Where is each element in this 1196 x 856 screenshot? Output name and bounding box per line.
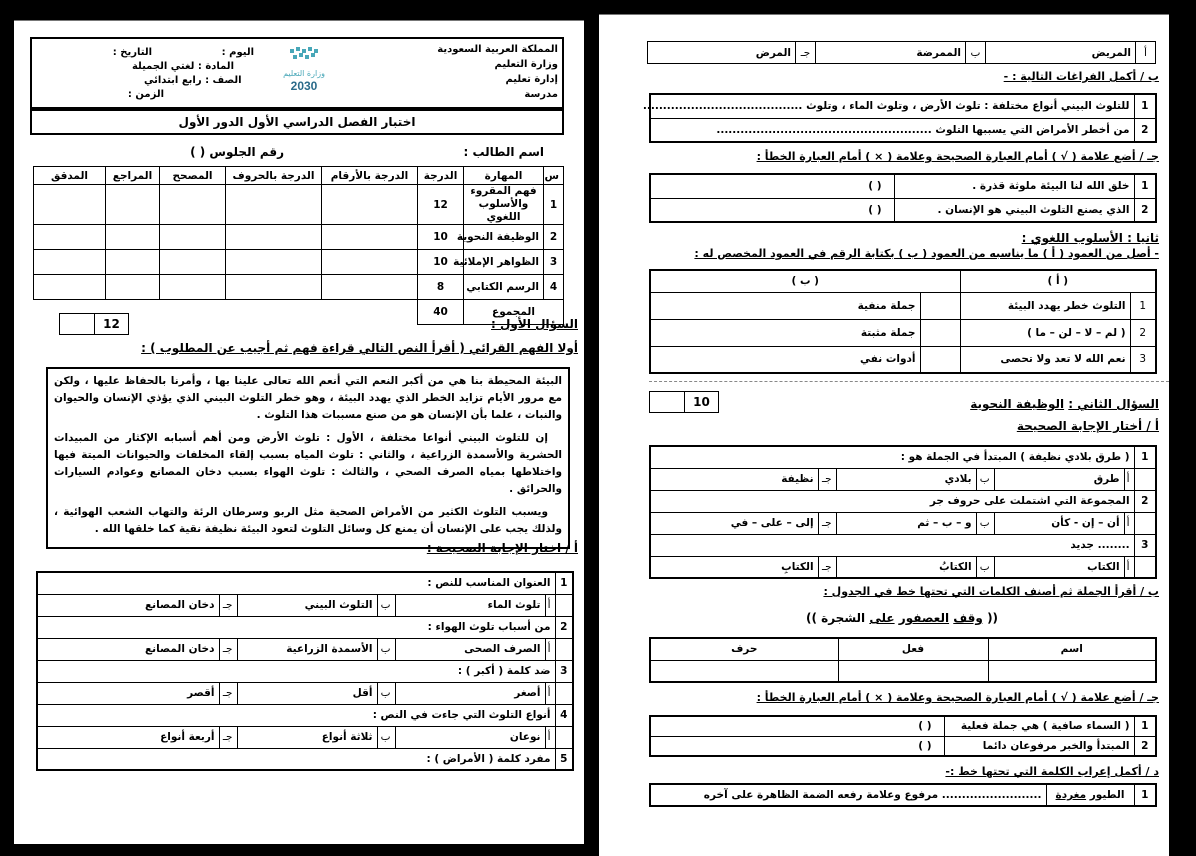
fill-row: 1 للتلوث البيني أنواع مختلفة : تلوث الأرض ، وتلوث الماء ، وتلوث ........................................: [650, 94, 1156, 118]
tf2-table: [649, 715, 1157, 757]
passage-paragraph: إن للتلوث البيني أنواعا مختلفة ، الأول : تلوث الأرض ومن أهم أسبابه الإكثار من المبيدات الحشرية والأسمدة الزراعية ، والثاني : تلوث المياه بسبب إلقاء المخلفات والحيوانات الميتة فيها واختلاطها بمياه الصرف الصحي ، والثالث : تلوث الهواء بسبب دخان المصانع وعوادم السيارات والحرائق .: [54, 432, 562, 495]
q2-title: السؤال الثاني :: [1068, 397, 1159, 411]
header-day: اليوم :: [221, 47, 254, 58]
passage-paragraph: البيئة المحيطة بنا هي من أكبر النعم التي أنعم الله تعالى علينا بها ، وأمرنا بالحفاظ عليها ، ولكن مع مرور الأيام تزايد الخطر الذي يهدد البيئة ، وهو خطر التلوث البيني الذي يؤذي الإنسان والحيوان والنبات ، علما بأن الإنسان هو من صنع مسببات هذا التلوث .: [54, 375, 562, 421]
classify-answer-row: [650, 660, 1156, 682]
q2-mc-title: أ / أختار الإجابة الصحيحة: [1016, 419, 1159, 433]
grade-col-letters: الدرجة بالحروف: [226, 167, 322, 185]
mc-options: أ أن – إن - كأن ب و – ب – ثم جـ إلى – على – في: [650, 512, 1156, 534]
classify-sentence: (( وقف العصفور على الشجرة )): [805, 611, 999, 625]
grade-col-auditor: المدقق: [34, 167, 106, 185]
ministry-logo: [264, 47, 344, 97]
exam-title: اختبار الفصل الدراسي الأول الدور الأول: [178, 115, 416, 129]
q2-mc-table: [649, 445, 1157, 579]
header-time: الزمن :: [127, 89, 164, 100]
q1-title: السؤال الأول :: [491, 317, 578, 331]
mc-options: أ نوعان ب ثلاثة أنواع جـ أربعة أنواع: [37, 726, 573, 748]
mc-continuation-row: أ المريض ب الممرضة جـ المرض: [647, 41, 1156, 64]
mc-question: 1 العنوان المناسب للنص :: [37, 572, 573, 594]
fill-title: ب / أكمل الفراغات التالية : -: [1003, 70, 1159, 83]
match-header: ( أ ) ( ب ): [650, 270, 1156, 292]
header-grade: الصف : رابع ابتدائي: [144, 75, 242, 86]
mc-question: 3 ........ جديد: [650, 534, 1156, 556]
grade-total-row: المجموع 40: [34, 300, 564, 325]
tf-row: 1 ( السماء صافية ) هي جملة فعلية ( ): [650, 716, 1156, 736]
q1-score-blank[interactable]: [60, 314, 94, 334]
fill-table: [642, 93, 1157, 143]
fill-row: 2 من أخطر الأمراض التي يسببها التلوث ......................................................: [650, 118, 1156, 142]
q2-score: 10: [684, 392, 718, 412]
passage-paragraph: ويسبب التلوث الكثير من الأمراض الصحية مثل الربو وسرطان الرئة والتهاب الشعب الهوائية ، ولذلك يجب على الإنسان أن يمنع كل وسائل التلوث لتعود البيئة نظيفة نقية كما خلقها الله .: [54, 506, 562, 535]
exam-page-2: [599, 14, 1169, 856]
parse-table: [649, 783, 1157, 807]
parse-row: 1 الطيور مغردة ......................... مرفوع وعلامة رفعه الضمة الظاهرة على آخره: [650, 784, 1156, 806]
grade-table: [33, 166, 564, 325]
mc-options: أ تلوث الماء ب التلوث البيني جـ دخان المصانع: [37, 594, 573, 616]
header-subject: المادة : لغتي الجميلة: [131, 61, 234, 72]
tf-row: 2 الذي يصنع التلوث البيني هو الإنسان . ( ): [650, 198, 1156, 222]
mc-question: 4 أنواع التلوث التي جاءت في النص :: [37, 704, 573, 726]
grade-row: 3 الظواهر الإملائية 10: [34, 250, 564, 275]
tf2-title: جـ / أضع علامة ( √ ) أمام العبارة الصحيحة وعلامة ( × ) أمام العبارة الخطأ :: [756, 691, 1159, 704]
grade-col-digits: الدرجة بالأرقام: [322, 167, 418, 185]
grade-row: 4 الرسم الكتابي 8: [34, 275, 564, 300]
q1-reading-instruction: أولا الفهم القرائي ( أقرأ النص التالي قراءة فهم ثم أجيب عن المطلوب ) :: [141, 341, 578, 355]
q1-score: 12: [94, 314, 128, 334]
grade-col-skill: المهارة: [464, 167, 544, 185]
match-table: [649, 269, 1157, 374]
reading-passage: [46, 367, 570, 549]
section-divider: [649, 381, 1169, 382]
header-date: التاريخ :: [112, 47, 152, 58]
classify-header: اسم فعل حرف: [650, 638, 1156, 660]
match-row: 3 نعم الله لا تعد ولا تحصى أدوات نفي: [650, 346, 1156, 373]
classify-table: [649, 637, 1157, 683]
tf-title: جـ / أضع علامة ( √ ) أمام العبارة الصحيحة وعلامة ( × ) أمام العبارة الخطأ :: [756, 150, 1159, 163]
mc-title: أ / اختار الإجابة الصحيحة :: [426, 541, 578, 555]
mc-options: أ الصرف الصحى ب الأسمدة الزراعية جـ دخان المصانع: [37, 638, 573, 660]
style-title: ثانيا : الأسلوب اللغوي :: [1021, 231, 1159, 245]
header-directorate: إدارة تعليم: [505, 74, 558, 85]
grade-col-reviewer: المراجع: [106, 167, 160, 185]
logo-year: 2030: [290, 79, 318, 93]
exam-page-1: [14, 20, 584, 844]
mc-question: 2 من أسباب تلوث الهواء :: [37, 616, 573, 638]
grade-col-n: س: [544, 167, 564, 185]
header-ministry: وزارة التعليم: [494, 59, 558, 70]
match-row: 1 التلوث خطر يهدد البيئة جملة منفية: [650, 292, 1156, 319]
student-name-label: اسم الطالب :: [463, 145, 544, 159]
grade-col-score: الدرجة: [418, 167, 464, 185]
classify-title: ب / أقرأ الجملة ثم أصنف الكلمات التي تحتها خط في الجدول :: [823, 585, 1159, 598]
q2-topic: الوظيفة النحوية: [970, 397, 1065, 411]
grade-row: 2 الوظيفة النحوية 10: [34, 225, 564, 250]
grade-row: 1 فهم المقروء والأسلوب اللغوي 12: [34, 185, 564, 225]
q1-score-box: [59, 313, 129, 335]
logo-text: وزارة التعليم: [283, 69, 325, 78]
tf-table: [649, 173, 1157, 223]
header-kingdom: المملكة العربية السعودية: [437, 44, 558, 55]
mc-options: أ الكتاب ب الكتابُ جـ الكتابِ: [650, 556, 1156, 578]
mc-options: أ طرق ب بلادي جـ نظيفة: [650, 468, 1156, 490]
match-row: 2 ( لم – لا – لن – ما ) جملة مثبتة: [650, 319, 1156, 346]
q2-score-blank[interactable]: [650, 392, 684, 412]
parse-title: د / أكمل إعراب الكلمة التي تحتها خط :-: [945, 765, 1159, 778]
mc-options: أ أصغر ب أقل جـ أقصر: [37, 682, 573, 704]
mc-question: 2 المجموعة التي اشتملت على حروف جر: [650, 490, 1156, 512]
q2-heading: [970, 397, 1159, 411]
mc-question: 5 مفرد كلمة ( الأمراض ) :: [37, 748, 573, 770]
tf-row: 2 المبتدأ والخبر مرفوعان دائما ( ): [650, 736, 1156, 756]
q2-score-box: [649, 391, 719, 413]
mc-question: 1 ( طرق بلادي نظيفة ) المبتدأ في الجملة هو :: [650, 446, 1156, 468]
grade-col-corrector: المصحح: [160, 167, 226, 185]
seat-number-label: رقم الجلوس ( ): [190, 145, 284, 159]
tf-row: 1 خلق الله لنا البيئة ملوثة قذرة . ( ): [650, 174, 1156, 198]
mc-table: [36, 571, 574, 771]
mc-question: 3 ضد كلمة ( أكبر ) :: [37, 660, 573, 682]
logo-mark-icon: [284, 47, 324, 65]
header-school: مدرسة: [524, 89, 558, 100]
match-instruction: - أصل من العمود ( أ ) ما يناسبه من العمود ( ب ) بكتابة الرقم في العمود المخصص له :: [694, 247, 1159, 260]
